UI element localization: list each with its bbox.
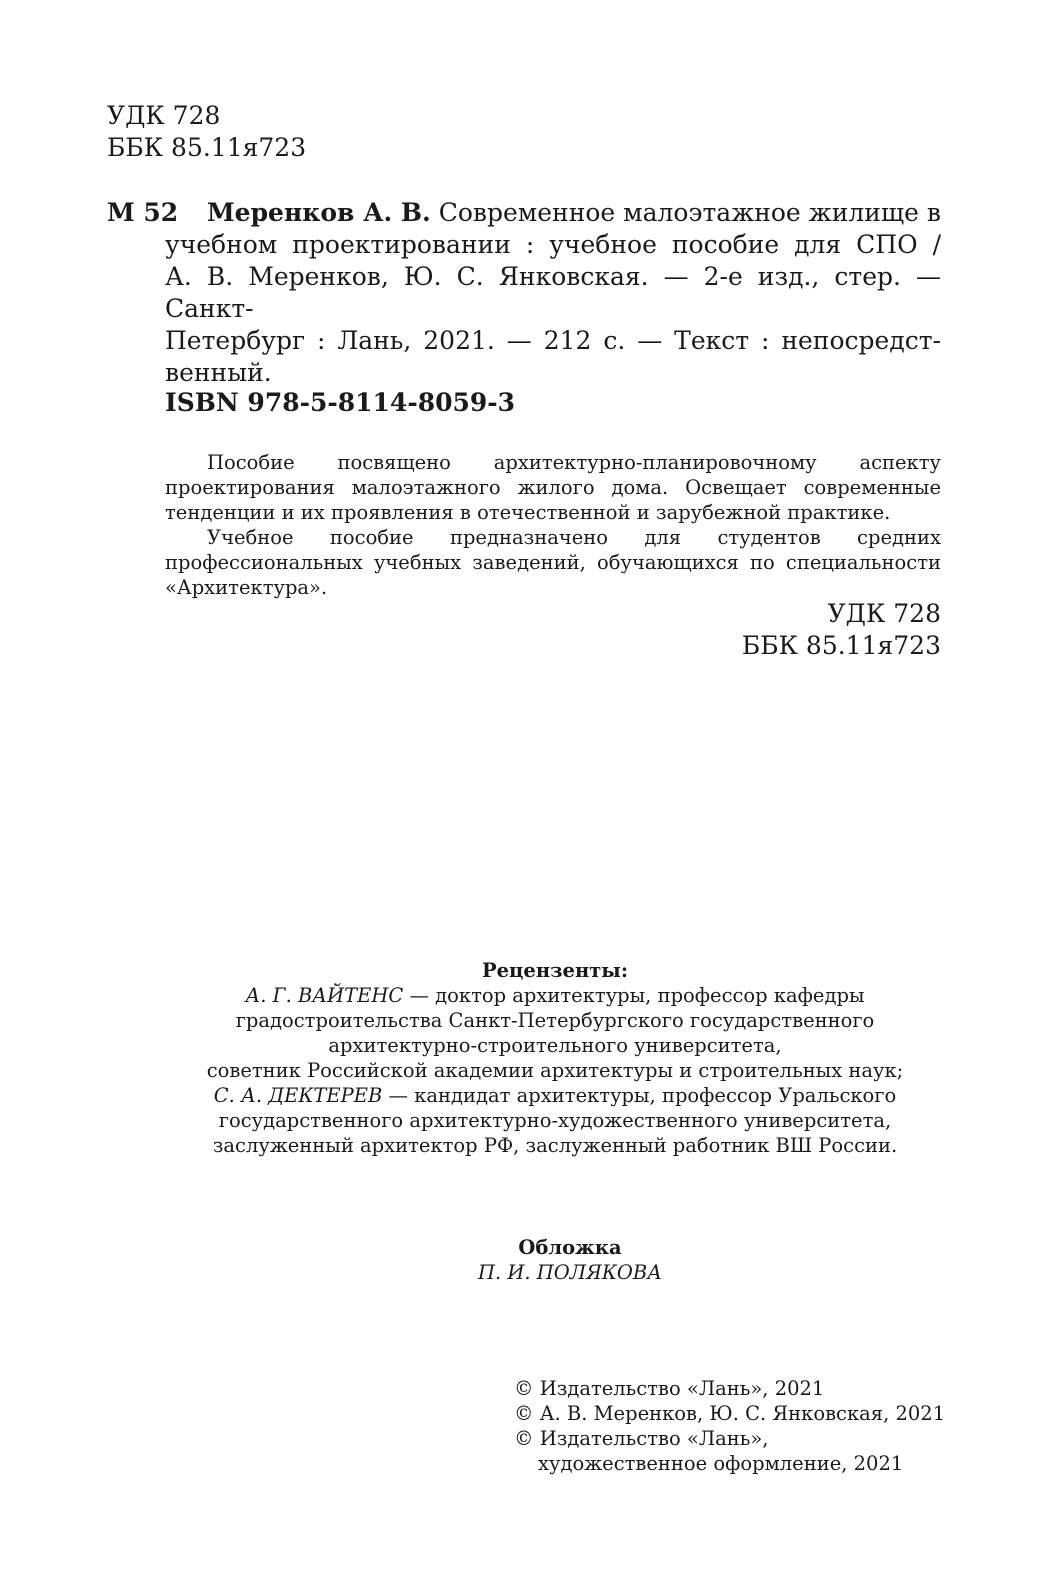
isbn: ISBN 978-5-8114-8059-3 <box>165 388 516 417</box>
annotation-p1-line-3: тенденции и их проявления в отечественной и зарубежной практике. <box>165 501 891 524</box>
entry-line-2: учебном проектировании : учебное пособие для СПО / <box>165 230 941 259</box>
udk-bottom: УДК 728 <box>827 599 941 628</box>
reviewer-2-line-3: заслуженный архитектор РФ, заслуженный работник ВШ России. <box>212 1134 898 1157</box>
entry-code: М 52 <box>107 198 179 227</box>
entry-author: Меренков А. В. <box>207 198 431 227</box>
reviewer-1-line-2: градостроительства Санкт-Петербургского государственного <box>235 1009 875 1032</box>
reviewer-2-line-1: С. А. ДЕКТЕРЕВ — кандидат архитектуры, профессор Уральского <box>213 1084 897 1107</box>
annotation <box>165 450 941 600</box>
entry-line-4: Петербург : Лань, 2021. — 212 с. — Текст : непосредст- <box>165 326 941 355</box>
udk-top: УДК 728 <box>107 101 221 130</box>
reviewer-1-line-3: архитектурно-строительного университета, <box>328 1034 782 1057</box>
reviewer-1-name: А. Г. ВАЙТЕНС <box>245 984 404 1007</box>
copyright-line-3: © Издательство «Лань», <box>514 1427 769 1450</box>
cover-heading: Обложка <box>518 1236 622 1259</box>
classification-bottom <box>600 598 941 662</box>
entry-line-5: венный. <box>165 358 272 387</box>
cover-credit <box>400 1235 740 1285</box>
reviewer-1-line-1: А. Г. ВАЙТЕНС — доктор архитектуры, профессор кафедры <box>245 984 865 1007</box>
entry-line-1 <box>165 197 941 229</box>
entry-title-start: Современное малоэтажное жилище в <box>438 198 941 227</box>
annotation-p1-line-1: Пособие посвящено архитектурно-планировочному аспекту <box>207 451 941 474</box>
reviewers <box>107 958 1003 1158</box>
copyright-line-2: © А. В. Меренков, Ю. С. Янковская, 2021 <box>514 1402 946 1425</box>
annotation-p1-line-2: проектирования малоэтажного жилого дома. Освещает современные <box>165 476 941 499</box>
bibliographic-entry <box>165 197 941 389</box>
annotation-p2-line-2: профессиональных учебных заведений, обучающихся по специальности <box>165 551 941 574</box>
annotation-p2-line-1: Учебное пособие предназначено для студентов средних <box>207 526 941 549</box>
copyright-block <box>514 1376 945 1476</box>
reviewer-1-line-4: советник Российской академии архитектуры и строительных наук; <box>206 1059 904 1082</box>
reviewers-heading: Рецензенты: <box>481 959 629 982</box>
copyright-line-1: © Издательство «Лань», 2021 <box>514 1377 825 1400</box>
cover-designer: П. И. ПОЛЯКОВА <box>478 1261 662 1284</box>
bbk-bottom: ББК 85.11я723 <box>741 631 941 660</box>
copyright-line-4: художественное оформление, 2021 <box>538 1452 904 1475</box>
entry-line-3: А. В. Меренков, Ю. С. Янковская. — 2-е изд., стер. — Санкт- <box>165 262 941 323</box>
classification-top <box>107 100 306 164</box>
bbk-top: ББК 85.11я723 <box>107 133 307 162</box>
reviewer-2-line-2: государственного архитектурно-художественного университета, <box>218 1109 892 1132</box>
annotation-p2-line-3: «Архитектура». <box>165 576 328 599</box>
reviewer-2-name: С. А. ДЕКТЕРЕВ <box>213 1084 383 1107</box>
